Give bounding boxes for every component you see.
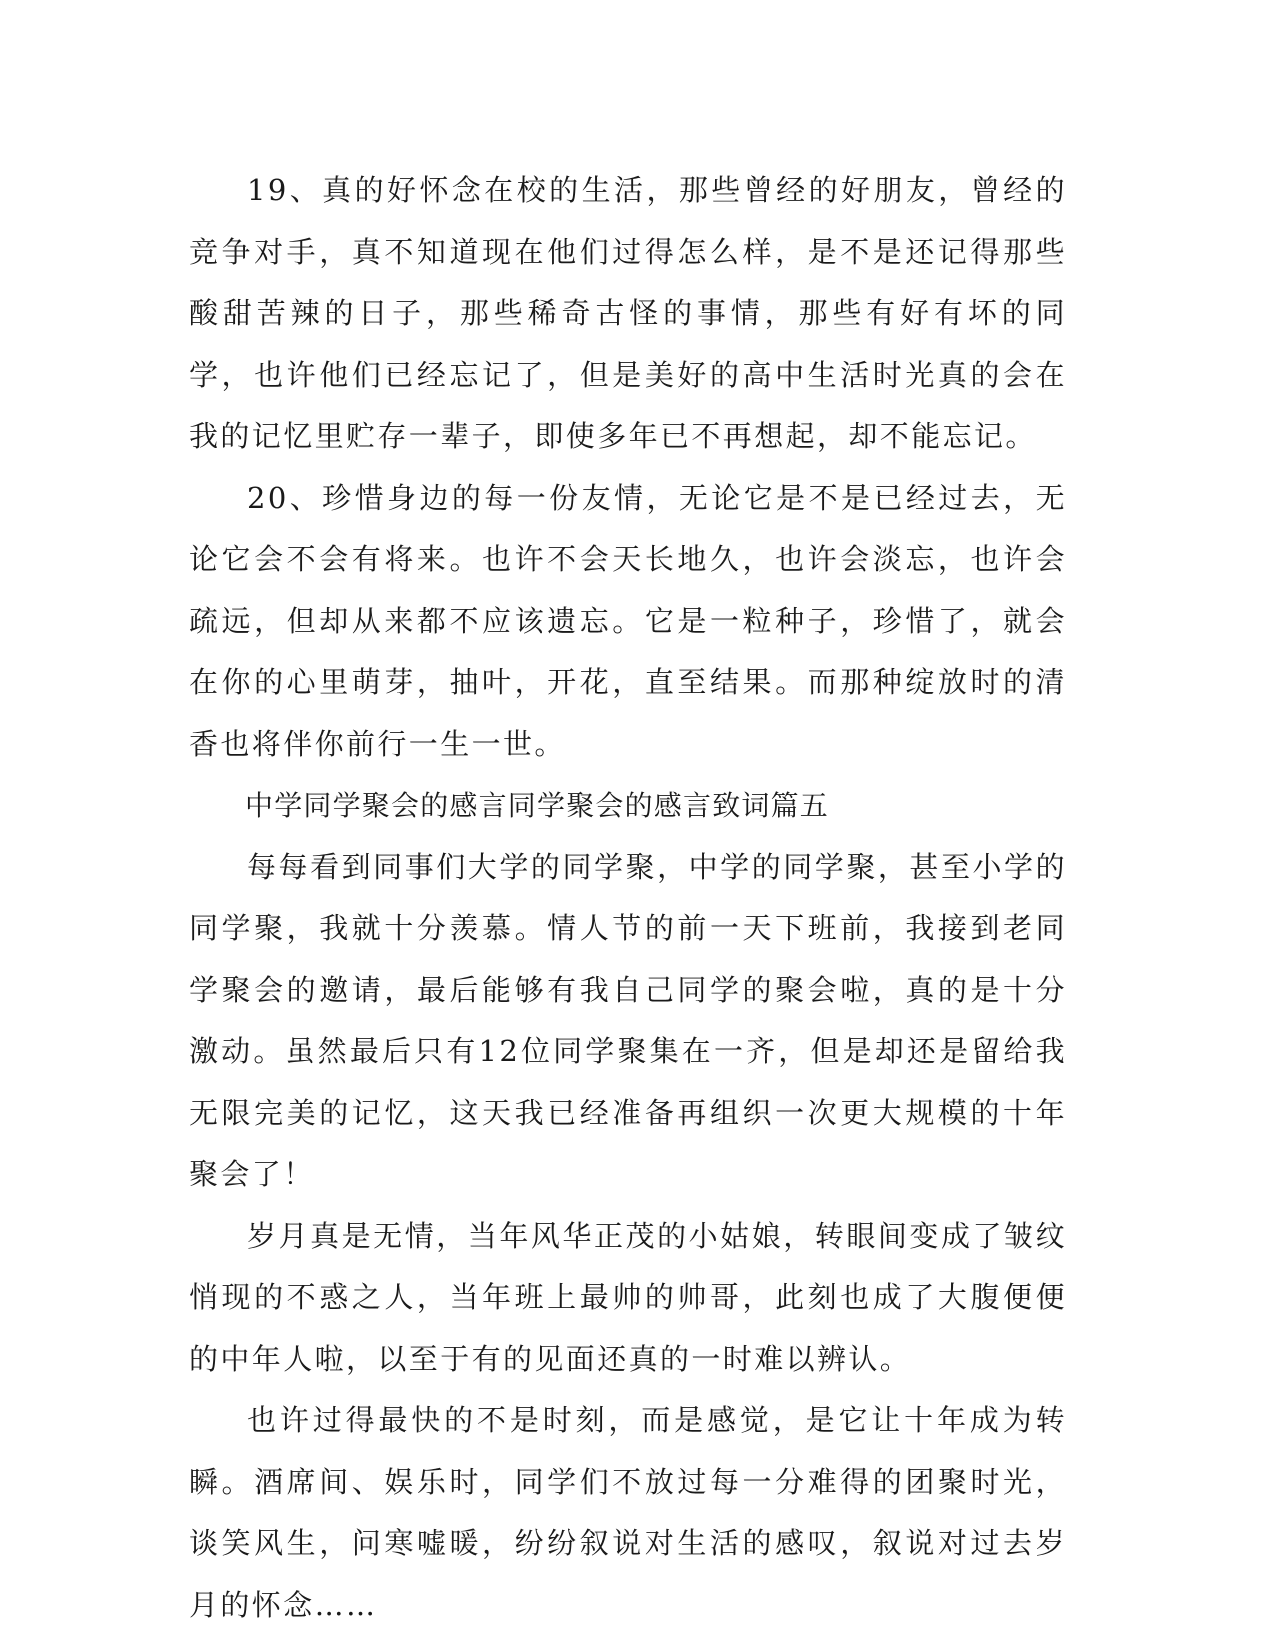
paragraph-20: 20、珍惜身边的每一份友情，无论它是不是已经过去，无论它会不会有将来。也许不会天长地久，也许会淡忘，也许会疏远，但却从来都不应该遗忘。它是一粒种子，珍惜了，就会在你的心里萌芽，抽叶，开花，直至结果。而那种绽放时的清香也将伴你前行一生一世。 (189, 480, 1067, 761)
paragraph-19: 19、真的好怀念在校的生活，那些曾经的好朋友，曾经的竞争对手，真不知道现在他们过得怎么样，是不是还记得那些酸甜苦辣的日子，那些稀奇古怪的事情，那些有好有坏的同学，也许他们已经忘记了，但是美好的高中生活时光真的会在我的记忆里贮存一辈子，即使多年已不再想起，却不能忘记。 (189, 173, 1067, 453)
section-paragraph-1: 每每看到同事们大学的同学聚，中学的同学聚，甚至小学的同学聚，我就十分羡慕。情人节的前一天下班前，我接到老同学聚会的邀请，最后能够有我自己同学的聚会啦，真的是十分激动。虽然最后只有12位同学聚集在一齐，但是却还是留给我无限完美的记忆，这天我已经准备再组织一次更大规模的十年聚会了！ (189, 849, 1067, 1191)
section-paragraph-3: 也许过得最快的不是时刻，而是感觉，是它让十年成为转瞬。酒席间、娱乐时，同学们不放过每一分难得的团聚时光，谈笑风生，问寒嘘暖，纷纷叙说对生活的感叹，叙说对过去岁月的怀念…… (189, 1403, 1067, 1622)
document-body (189, 160, 1067, 1636)
section-title: 中学同学聚会的感言同学聚会的感言致词篇五 (245, 789, 830, 822)
section-paragraph-2: 岁月真是无情，当年风华正茂的小姑娘，转眼间变成了皱纹悄现的不惑之人，当年班上最帅的帅哥，此刻也成了大腹便便的中年人啦，以至于有的见面还真的一时难以辨认。 (189, 1218, 1067, 1376)
